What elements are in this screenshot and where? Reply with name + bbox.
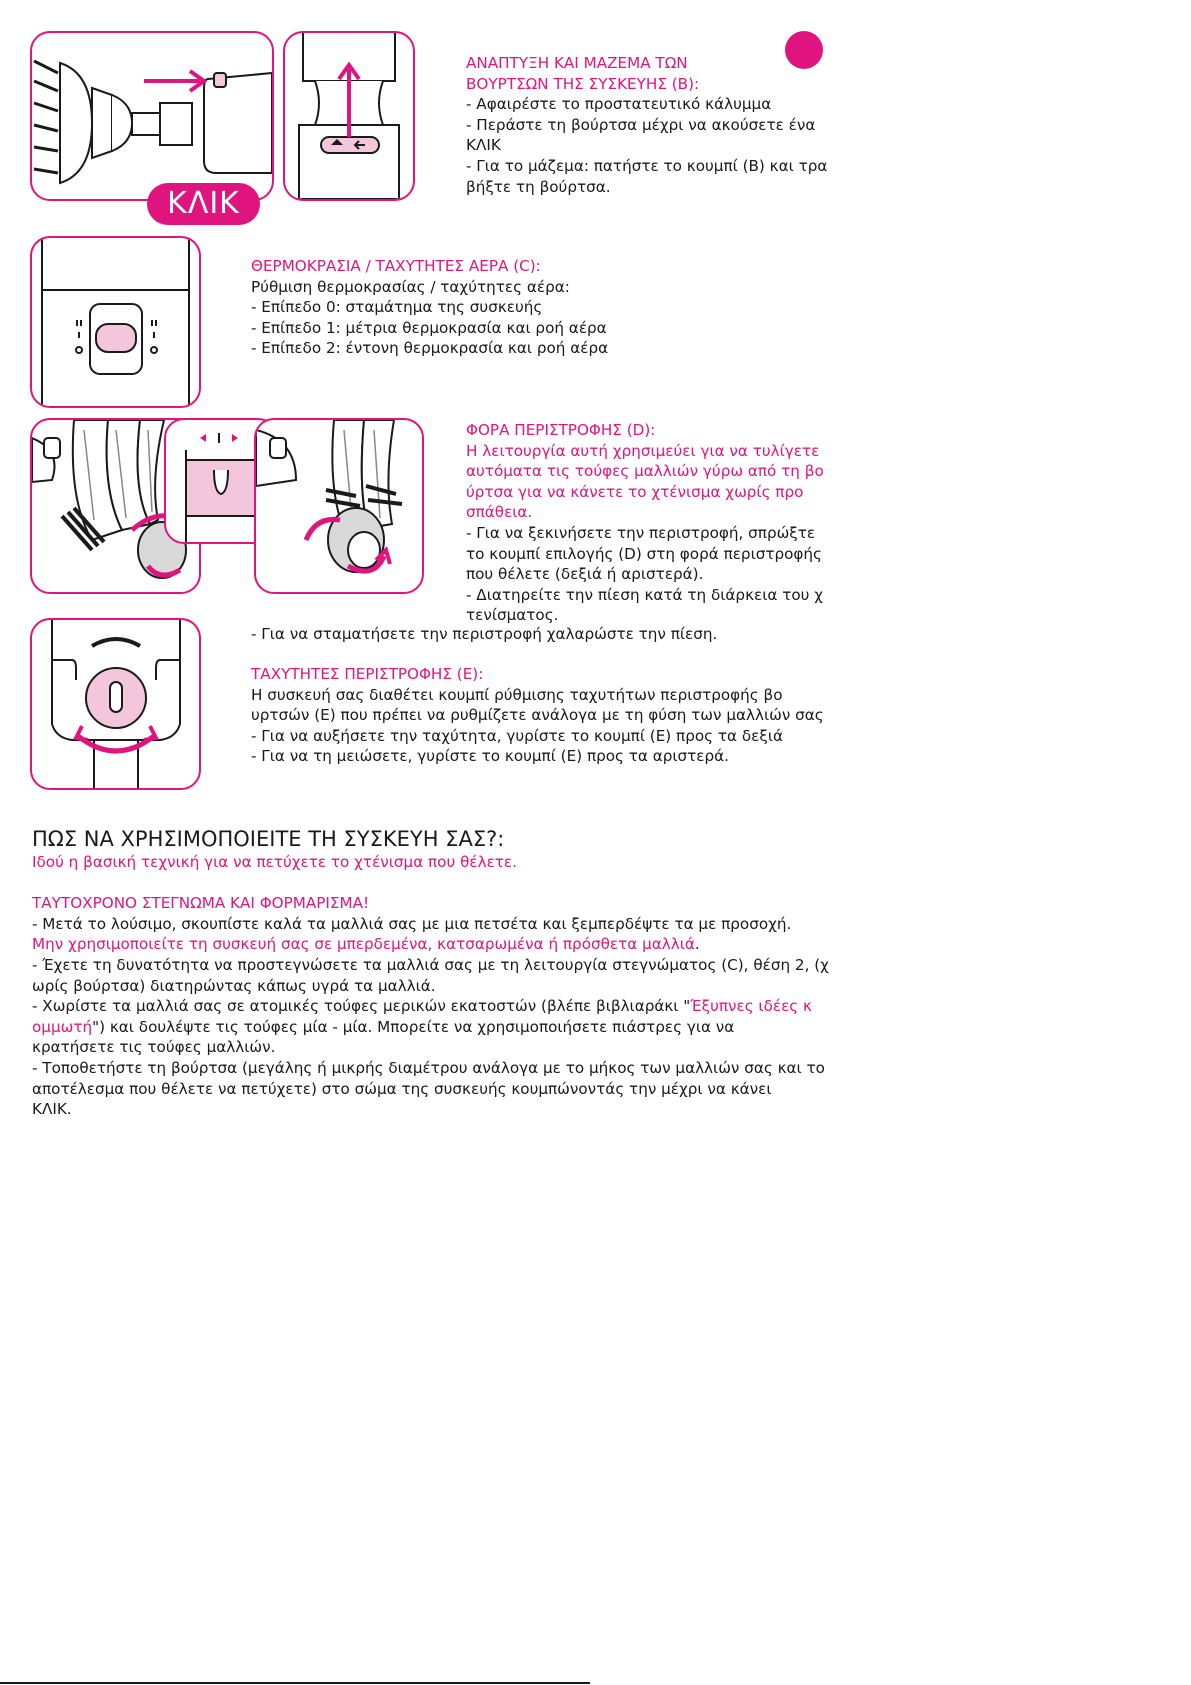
section-d-line-4: - Διατηρείτε την πίεση κατά τη διάρκεια του χ	[466, 585, 824, 604]
figure-speed-dial	[30, 618, 201, 790]
section-d-stop-line: - Για να σταματήσετε την περιστροφή χαλαρώστε την πίεση.	[251, 625, 718, 643]
section-e-line-2: υρτσών (E) που πρέπει να ρυθμίζετε ανάλογα με τη φύση των μαλλιών σας	[251, 706, 824, 725]
section-d-text	[466, 420, 824, 626]
temperature-switch-illustration	[32, 238, 199, 406]
section-c-line-1: Ρύθμιση θερμοκρασίας / ταχύτητες αέρα:	[251, 277, 570, 296]
section-c-title: ΘΕΡΜΟΚΡΑΣΙΑ / ΤΑΧΥΤΗΤΕΣ ΑΕΡΑ (C):	[251, 257, 541, 275]
section-e-line-1: Η συσκευή σας διαθέτει κουμπί ρύθμισης ταχυτήτων περιστροφής βο	[251, 685, 783, 704]
section-b-line-3: ΚΛΙΚ	[466, 136, 501, 155]
section-c-text	[251, 256, 608, 359]
section-e-text	[251, 664, 824, 767]
how-to-booklet-ref-1: Έξυπνες ιδέες κ	[690, 997, 812, 1016]
section-b-title-2: ΒΟΥΡΤΣΩΝ ΤΗΣ ΣΥΣΚΕΥΗΣ (B):	[466, 74, 700, 93]
section-c-line-3: - Επίπεδο 1: μέτρια θερμοκρασία και ροή αέρα	[251, 318, 607, 337]
how-to-intro: Ιδού η βασική τεχνική για να πετύχετε το χτένισμα που θέλετε.	[32, 853, 517, 871]
how-to-line-9: ΚΛΙΚ.	[32, 1100, 72, 1119]
section-d-title: ΦΟΡΑ ΠΕΡΙΣΤΡΟΦΗΣ (D):	[466, 421, 656, 439]
how-to-spacer	[32, 873, 829, 894]
brush-release-illustration	[285, 33, 413, 199]
section-d-line-2: το κουμπί επιλογής (D) στη φορά περιστροφής	[466, 544, 822, 563]
how-to-line-4	[32, 996, 829, 1017]
how-to-line-5	[32, 1017, 829, 1038]
figure-rotation-right	[254, 418, 424, 594]
how-to-line-3: ωρίς βούρτσα) διατηρώντας κάπως υγρά τα μαλλιά.	[32, 976, 436, 995]
how-to-warning-end: .	[694, 935, 700, 954]
section-e-line-4: - Για να τη μειώσετε, γυρίστε το κουμπί (E) προς τα αριστερά.	[251, 747, 729, 766]
figure-brush-attach	[30, 31, 274, 201]
how-to-line-6: κρατήσετε τις τούφες μαλλιών.	[32, 1038, 276, 1057]
brush-attach-illustration	[32, 33, 272, 199]
rotation-right-illustration	[256, 420, 422, 592]
how-to-heading: ΠΩΣ ΝΑ ΧΡΗΣΙΜΟΠΟΙΕΙΤΕ ΤΗ ΣΥΣΚΕΥΗ ΣΑΣ?:	[32, 827, 505, 851]
how-to-subtitle: ΤΑΥΤΟΧΡΟΝΟ ΣΤΕΓΝΩΜΑ ΚΑΙ ΦΟΡΜΑΡΙΣΜΑ!	[32, 894, 370, 913]
section-b-line-2: - Περάστε τη βούρτσα μέχρι να ακούσετε ένα	[466, 115, 816, 134]
section-b-text	[466, 53, 827, 197]
section-d-line-3: που θέλετε (δεξιά ή αριστερά).	[466, 565, 704, 584]
how-to-warning-line	[32, 934, 829, 955]
section-d-line-1: - Για να ξεκινήσετε την περιστροφή, σπρώξτε	[466, 523, 816, 542]
speed-dial-illustration	[32, 620, 199, 788]
how-to-text	[32, 852, 829, 1120]
section-b-line-4: - Για το μάζεμα: πατήστε το κουμπί (B) και τρα	[466, 156, 828, 175]
section-d-para-3: ύρτσα για να κάνετε το χτένισμα χωρίς προ	[466, 482, 804, 501]
click-badge: ΚΛΙΚ	[147, 183, 260, 225]
section-d-para-2: αυτόματα τις τούφες μαλλιών γύρω από τη βο	[466, 462, 824, 481]
section-d-para-1: Η λειτουργία αυτή χρησιμεύει για να τυλίγετε	[466, 441, 820, 460]
how-to-line-8: αποτέλεσμα που θέλετε να πετύχετε) στο σώμα της συσκευής κουμπώνοντάς την μέχρι να κάνει	[32, 1079, 772, 1098]
section-e-title: ΤΑΧΥΤΗΤΕΣ ΠΕΡΙΣΤΡΟΦΗΣ (E):	[251, 665, 484, 683]
section-d-para-4: σπάθεια.	[466, 503, 533, 522]
how-to-line-4a: - Χωρίστε τα μαλλιά σας σε ατομικές τούφες μερικών εκατοστών (βλέπε βιβλιαράκι "	[32, 997, 691, 1016]
section-d-line-5: τενίσματος.	[466, 606, 559, 625]
figure-temperature-switch	[30, 236, 201, 408]
section-c-line-4: - Επίπεδο 2: έντονη θερμοκρασία και ροή αέρα	[251, 339, 609, 358]
footer-rule	[0, 1682, 590, 1684]
how-to-warning: Μην χρησιμοποιείτε τη συσκευή σας σε μπερδεμένα, κατσαρωμένα ή πρόσθετα μαλλιά	[32, 935, 695, 954]
section-b-title-1: ΑΝΑΠΤΥΞΗ ΚΑΙ ΜΑΖΕΜΑ ΤΩΝ	[466, 54, 688, 72]
section-b-line-5: βήξτε τη βούρτσα.	[466, 177, 611, 196]
section-b-line-1: - Αφαιρέστε το προστατευτικό κάλυμμα	[466, 95, 772, 114]
how-to-line-2: - Έχετε τη δυνατότητα να προστεγνώσετε τα μαλλιά σας με τη λειτουργία στεγνώματος (C), θέση 2, (χ	[32, 955, 829, 974]
how-to-line-5b: ") και δουλέψτε τις τούφες μία - μία. Μπορείτε να χρησιμοποιήσετε πιάστρες για να	[92, 1017, 735, 1036]
how-to-booklet-ref-2: ομμωτή	[32, 1017, 93, 1036]
how-to-line-7: - Τοποθετήστε τη βούρτσα (μεγάλης ή μικρής διαμέτρου ανάλογα με το μήκος των μαλλιών σας και το	[32, 1058, 825, 1077]
section-e-line-3: - Για να αυξήσετε την ταχύτητα, γυρίστε το κουμπί (E) προς τα δεξιά	[251, 726, 783, 745]
how-to-line-1: - Μετά το λούσιμο, σκουπίστε καλά τα μαλλιά σας με μια πετσέτα και ξεμπερδέψτε τα με προσοχή.	[32, 914, 792, 933]
figure-brush-release	[283, 31, 415, 201]
section-c-line-2: - Επίπεδο 0: σταμάτημα της συσκευής	[251, 298, 543, 317]
